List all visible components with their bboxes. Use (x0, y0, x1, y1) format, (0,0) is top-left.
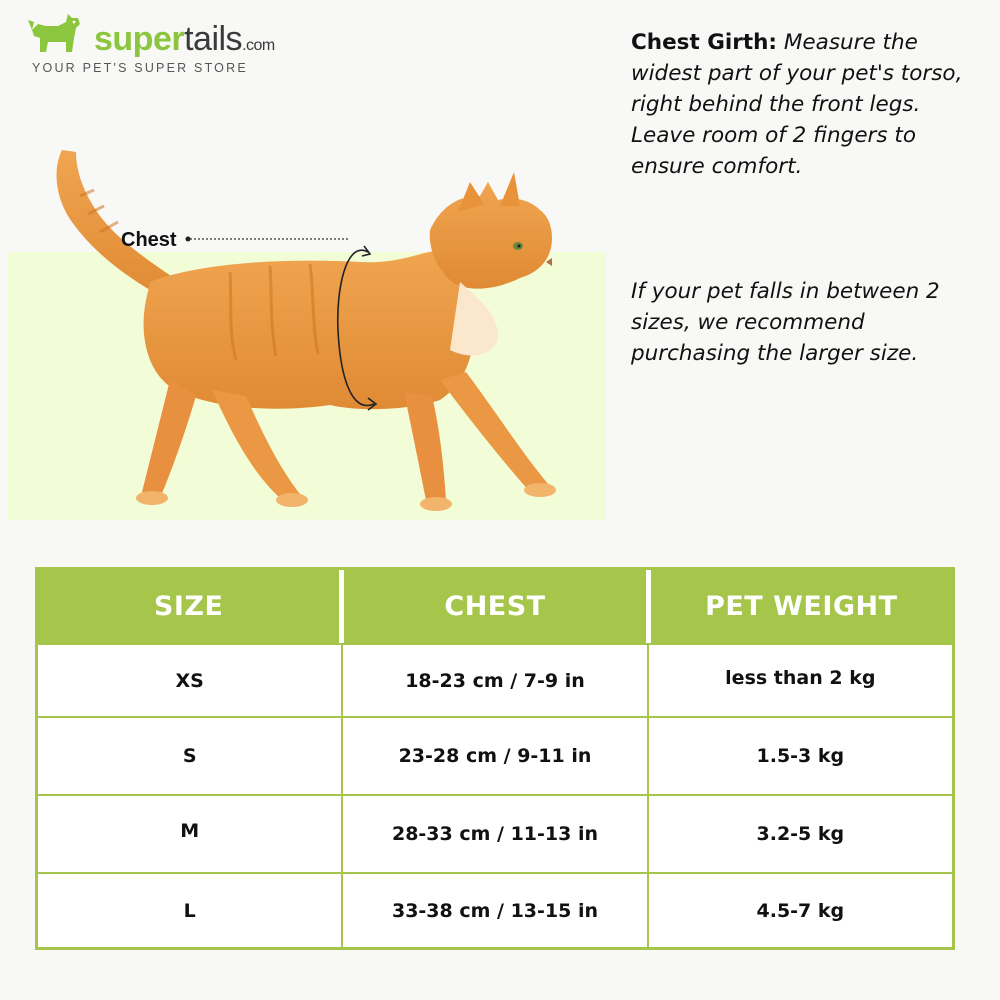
logo-dotcom: .com (242, 37, 275, 54)
cell-size: S (182, 745, 197, 767)
logo-tails: tails (184, 20, 243, 58)
cell-chest: 28-33 cm / 11-13 in (341, 796, 646, 872)
header-size: SIZE (153, 591, 224, 622)
logo-wordmark (94, 22, 275, 56)
cell-weight: 4.5-7 kg (647, 874, 952, 947)
header-chest: CHEST (339, 570, 645, 643)
brand-logo[interactable] (28, 8, 275, 78)
cat-illustration (0, 130, 600, 530)
chest-label: Chest (121, 229, 177, 251)
table-row (38, 794, 952, 872)
table-row (38, 872, 952, 947)
size-chart-table (35, 567, 955, 950)
table-row (38, 716, 952, 794)
cell-weight: 1.5-3 kg (647, 718, 952, 794)
cell-chest: 23-28 cm / 9-11 in (341, 718, 646, 794)
cell-chest: 33-38 cm / 13-15 in (341, 874, 646, 947)
chest-girth-label: Chest Girth: (631, 30, 778, 55)
cell-weight: 3.2-5 kg (647, 796, 952, 872)
cell-size: L (183, 899, 196, 922)
cell-size: XS (175, 669, 204, 692)
cell-chest: 18-23 cm / 7-9 in (341, 645, 646, 716)
dog-logo-icon (28, 8, 84, 56)
header-pet-weight: PET WEIGHT (646, 570, 952, 643)
cell-weight: less than 2 kg (647, 645, 952, 716)
logo-super: super (94, 20, 185, 58)
table-row (38, 643, 952, 716)
chest-girth-instructions (631, 27, 981, 182)
chest-girth-description: Measure the widest part of your pet's torso, right behind the front legs. Leave room of 2 fingers to ensure comfort. (631, 30, 963, 179)
table-header (38, 570, 952, 643)
cell-size: M (180, 820, 200, 842)
size-advice: If your pet falls in between 2 sizes, we recommend purchasing the larger size. (631, 279, 940, 366)
logo-tagline: YOUR PET'S SUPER STORE (32, 61, 248, 75)
